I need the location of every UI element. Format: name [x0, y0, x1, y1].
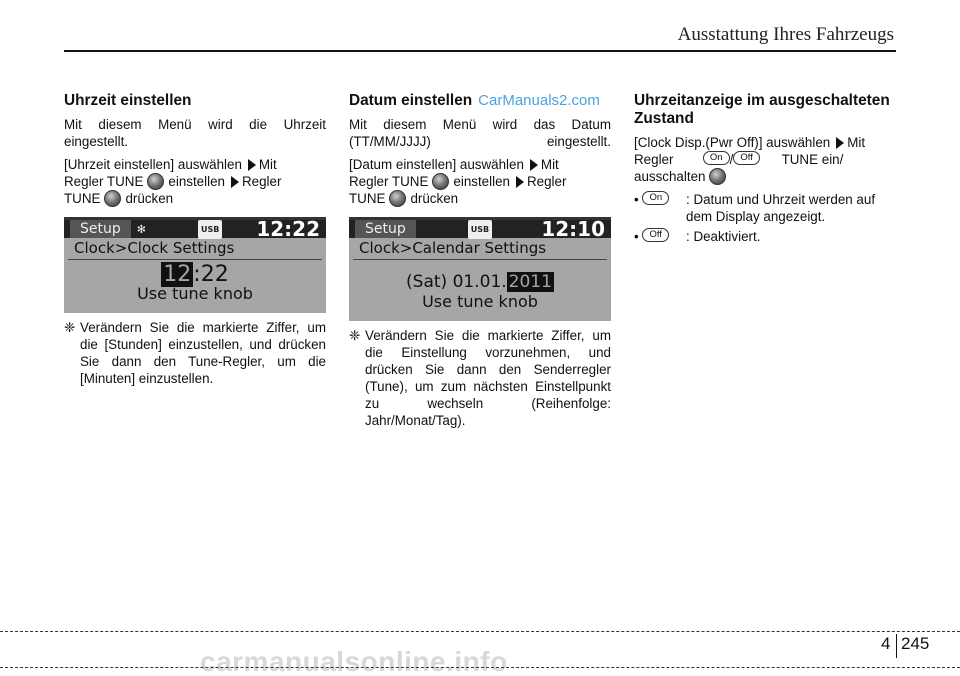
arrow-right-icon — [530, 159, 538, 171]
instruction-text — [349, 156, 611, 207]
running-head: Ausstattung Ihres Fahrzeugs — [677, 24, 894, 45]
section-clock-display-off — [634, 92, 896, 248]
on-button-icon: On — [703, 151, 730, 165]
intro-text: Mit diesem Menü wird die Uhrzeit eingestellt. — [64, 117, 326, 149]
instruction-part: [Clock Disp.(Pwr Off)] auswählen — [634, 135, 831, 150]
instruction-part: Mit — [847, 135, 866, 150]
arrow-right-icon — [836, 137, 844, 149]
instruction-part: Regler — [241, 174, 282, 189]
usb-badge: USB — [198, 220, 222, 239]
display-time: 12:22 — [256, 217, 320, 241]
footer-rule-bottom — [0, 667, 960, 668]
note-mark-icon: ❈ — [64, 320, 76, 335]
tune-knob-icon — [147, 173, 164, 190]
display-menu-path: Clock>Calendar Settings — [353, 238, 607, 260]
highlighted-digit: 12 — [163, 262, 192, 287]
section-heading: Uhrzeit einstellen — [64, 92, 192, 109]
section-heading-text: Datum einstellen — [349, 92, 473, 109]
list-item-text: : Deaktiviert. — [686, 229, 761, 244]
section-clock-settings — [64, 92, 326, 387]
instruction-part: TUNE ein/ — [781, 152, 844, 167]
instruction-part: drücken — [125, 191, 174, 206]
on-button-icon: On — [642, 191, 669, 205]
tune-knob-icon — [709, 168, 726, 185]
off-button-icon: Off — [733, 151, 760, 165]
list-item-key — [634, 191, 686, 225]
intro-text: Mit diesem Menü wird das Datum (TT/MM/JJJJ) eingestellt. — [349, 117, 611, 149]
note-mark-icon: ❈ — [349, 328, 361, 343]
list-item — [634, 228, 896, 245]
arrow-right-icon — [248, 159, 256, 171]
bullet-dot: • — [634, 192, 639, 207]
display-tab: Setup — [355, 220, 416, 238]
page-number: 245 — [901, 634, 930, 653]
instruction-part: einstellen — [453, 174, 510, 189]
display-topbar — [64, 217, 326, 241]
instruction-part: Regler — [526, 174, 567, 189]
note — [349, 327, 611, 429]
display-tab: Setup — [70, 220, 131, 238]
list-item — [634, 191, 896, 225]
section-date-settings — [349, 92, 611, 429]
section-heading — [349, 92, 611, 110]
display-value — [64, 262, 326, 287]
tune-knob-icon — [389, 190, 406, 207]
instruction-part: Regler TUNE — [349, 174, 429, 189]
instruction-part: [Uhrzeit einstellen] auswählen — [64, 157, 242, 172]
page-number-divider — [896, 634, 897, 658]
watermark-text: CarManuals2.com — [478, 92, 600, 109]
instruction-text — [64, 156, 326, 207]
arrow-right-icon — [231, 176, 239, 188]
display-screenshot — [64, 217, 326, 313]
instruction-part: TUNE — [64, 191, 101, 206]
display-topbar — [349, 217, 611, 241]
off-button-icon: Off — [642, 228, 669, 242]
section-heading: Uhrzeitanzeige im ausgeschalteten Zustand — [634, 92, 890, 127]
instruction-part: [Datum einstellen] auswählen — [349, 157, 524, 172]
instruction-part: Regler — [634, 152, 674, 167]
list-item-text: : Datum und Uhrzeit werden auf dem Display angezeigt. — [686, 192, 876, 224]
header-rule — [64, 50, 896, 52]
instruction-part: einstellen — [168, 174, 225, 189]
display-screenshot — [349, 217, 611, 321]
site-watermark[interactable]: carmanualsonline.info — [200, 646, 508, 676]
instruction-part: Mit — [540, 157, 559, 172]
slash: / — [729, 152, 734, 167]
usb-badge: USB — [468, 220, 492, 239]
instruction-part: Mit — [258, 157, 277, 172]
note-text: Verändern Sie die markierte Ziffer, um die Einstellung vorzunehmen, und drücken Sie dann den Senderregler (Tune), um zum nächsten Einstellpunkt zu wechseln (Reihenfolge: Jahr/Monat/Tag). — [365, 328, 611, 428]
instruction-part: TUNE — [349, 191, 386, 206]
highlighted-year: 2011 — [508, 272, 552, 292]
instruction-part: drücken — [410, 191, 459, 206]
bullet-dot: • — [634, 229, 639, 244]
display-menu-path: Clock>Clock Settings — [68, 238, 322, 260]
arrow-right-icon — [516, 176, 524, 188]
instruction-part: Regler TUNE — [64, 174, 144, 189]
display-time: 12:10 — [541, 217, 605, 241]
tune-knob-icon — [432, 173, 449, 190]
note — [64, 319, 326, 387]
display-hint: Use tune knob — [137, 284, 253, 303]
instruction-text — [634, 134, 896, 185]
display-date: (Sat) 01.01. — [406, 272, 507, 292]
bluetooth-icon: ✻ — [136, 222, 146, 236]
chapter-number: 4 — [881, 634, 891, 653]
footer-rule — [0, 631, 960, 632]
note-text: Verändern Sie die markierte Ziffer, um die [Stunden] einzustellen, und drücken Sie dann den Tune-Regler, um die [Minuten] einzustellen. — [80, 320, 326, 386]
tune-knob-icon — [104, 190, 121, 207]
display-hint: Use tune knob — [422, 292, 538, 311]
display-value-rest: :22 — [193, 262, 229, 287]
instruction-part: ausschalten — [634, 169, 706, 184]
display-value — [349, 274, 611, 291]
list-item-key — [634, 228, 686, 245]
